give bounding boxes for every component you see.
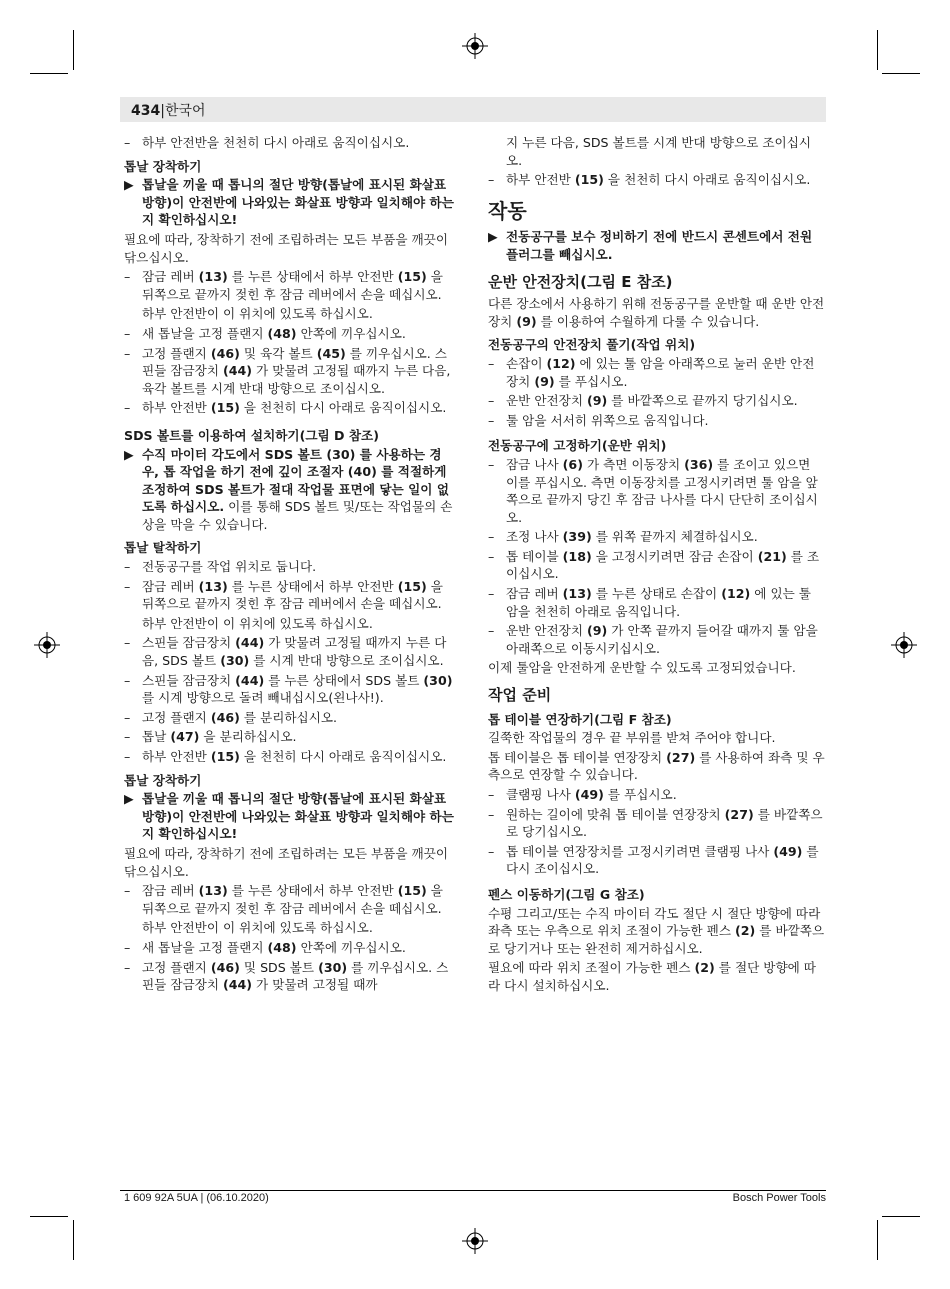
text: 를 바깥쪽으로 당기거나 또는 완전히 제거하십시오.: [488, 923, 825, 956]
part-number: (45): [316, 345, 346, 361]
text: 에 있는 툴 암을 아래쪽으로 눌러 운반 안전장치: [506, 355, 815, 389]
part-number: (48): [267, 939, 297, 955]
text: 조정 나사: [506, 529, 563, 545]
warning-text: 전동공구를 보수 정비하기 전에 반드시 콘센트에서 전원 플러그를 빼십시오.: [506, 229, 813, 262]
list-item: [124, 709, 454, 727]
dash-marker: –: [124, 939, 131, 955]
part-number: (49): [773, 843, 803, 859]
text: 스핀들 잠금장치: [142, 672, 236, 688]
list-item: [124, 268, 454, 303]
text: 가 맞물려 고정될 때까지 누른 다음, SDS 볼트: [142, 635, 447, 669]
registration-mark-icon: [462, 33, 488, 59]
text: 를 누른 상태에서 하부 안전반: [227, 883, 398, 899]
subsection-heading: 톱 테이블 연장하기(그림 F 참조): [488, 711, 672, 727]
part-number: (30): [220, 653, 250, 669]
arrow-icon: ▶: [124, 177, 134, 193]
text: 를 누른 상태에서 하부 안전반: [227, 269, 398, 285]
part-number: (46): [210, 345, 240, 361]
text: 및 SDS 볼트: [239, 959, 319, 975]
text: 를 위쪽 끝까지 체결하십시오.: [591, 529, 758, 545]
list-item: [124, 882, 454, 917]
part-number: (44): [223, 363, 253, 379]
text: 톱날: [142, 729, 171, 745]
warning-note: 이를 통해 SDS 볼트 및/또는 작업물의 손상을 막을 수 있습니다.: [142, 499, 453, 532]
part-number: (30): [326, 446, 356, 462]
text: 를 조이십시오.: [506, 548, 820, 582]
dash-marker: –: [124, 578, 131, 594]
part-number: (9): [587, 393, 608, 409]
crop-mark: [877, 1220, 878, 1260]
part-number: (30): [423, 672, 453, 688]
list-item: [488, 412, 826, 430]
text: 잠금 레버: [142, 269, 199, 285]
text: 잠금 레버: [506, 586, 563, 602]
text: 를 이용하여 수월하게 다룰 수 있습니다.: [536, 313, 760, 329]
list-item: [124, 578, 454, 613]
paragraph: [488, 749, 826, 784]
list-item: [124, 325, 454, 343]
dash-marker: –: [124, 135, 131, 150]
text: 새 톱날을 고정 플랜지: [142, 325, 268, 341]
part-number: (44): [235, 672, 265, 688]
part-number: (15): [397, 883, 427, 899]
page-number: 434: [131, 103, 161, 119]
section-heading: 톱날 탈착하기: [124, 540, 202, 556]
section-heading: 작업 준비: [488, 686, 552, 705]
part-number: (13): [198, 883, 228, 899]
warning-item: [488, 228, 826, 263]
part-number: (9): [516, 313, 537, 329]
text: 하부 안전반: [506, 172, 575, 188]
warning-text: 톱날을 끼울 때 톱니의 절단 방향(톱날에 표시된 화살표 방향)이 안전반에 나와있는 화살표 방향과 일치해야 하는지 확인하십시오!: [142, 791, 454, 842]
warning-item: [124, 176, 454, 229]
subsection-heading: 전동공구의 안전장치 풀기(작업 위치): [488, 337, 696, 353]
crop-mark: [882, 1216, 920, 1217]
list-continuation: 하부 안전반이 이 위치에 있도록 하십시오.: [142, 615, 373, 631]
list-continuation: 하부 안전반이 이 위치에 있도록 하십시오.: [142, 920, 373, 936]
list-item: [124, 748, 454, 766]
text: 을 분리하십시오.: [199, 729, 297, 745]
dash-marker: –: [488, 456, 495, 472]
text: 에 있는 툴 암을 천천히 아래로 움직입니다.: [506, 586, 811, 619]
list-item: [488, 843, 826, 878]
dash-marker: –: [488, 355, 495, 371]
text: 를 시계 방향으로 돌려 빼내십시오(왼나사!).: [142, 690, 384, 706]
list-item: [488, 392, 826, 410]
right-column: [488, 134, 826, 997]
part-number: (30): [318, 959, 348, 975]
text: 수평 그리고/또는 수직 마이터 각도 절단 시 절단 방향에 따라 좌측 또는 우측으로 위치 조절이 가능한 펜스: [488, 905, 821, 939]
text: 톱 테이블 연장장치를 고정시키려면 클램핑 나사: [506, 843, 774, 859]
part-number: (18): [562, 548, 592, 564]
section-heading: 운반 안전장치(그림 E 참조): [488, 272, 673, 291]
text: 잠금 나사: [506, 456, 563, 472]
crop-mark: [30, 1216, 68, 1217]
dash-marker: –: [124, 269, 131, 285]
part-number: (40): [347, 464, 377, 480]
warning-item: [124, 790, 454, 843]
dash-marker: –: [488, 623, 495, 639]
part-number: (27): [724, 806, 754, 822]
list-text: 하부 안전반을 천천히 다시 아래로 움직이십시오.: [142, 135, 410, 150]
text: 를 푸십시오.: [603, 787, 677, 802]
text: 가 안쪽 끝까지 들어갈 때까지 툴 암을 아래쪽으로 이동시키십시오.: [506, 623, 818, 656]
text: 가 맞물려 고정될 때까: [252, 977, 378, 993]
list-text: 툴 암을 서서히 위쪽으로 움직입니다.: [506, 412, 709, 428]
list-item: [124, 959, 454, 994]
paragraph: 필요에 따라, 장착하기 전에 조립하려는 모든 부품을 깨끗이 닦으십시오.: [124, 231, 448, 265]
paragraph: 필요에 따라, 장착하기 전에 조립하려는 모든 부품을 깨끗이 닦으십시오.: [124, 845, 448, 879]
footer-doc-id: 1 609 92A 5UA | (06.10.2020): [124, 1192, 269, 1204]
warning-text: 톱날을 끼울 때 톱니의 절단 방향(톱날에 표시된 화살표 방향)이 안전반에 나와있는 화살표 방향과 일치해야 하는지 확인하십시오!: [142, 177, 454, 228]
text: 을 뒤쪽으로 끝까지 젖힌 후 잠금 레버에서 손을 떼십시오.: [142, 578, 443, 612]
list-continuation: 하부 안전반이 이 위치에 있도록 하십시오.: [142, 306, 373, 322]
paragraph: 길쭉한 작업물의 경우 끝 부위를 받쳐 주어야 합니다.: [488, 730, 776, 746]
text: 하부 안전반: [142, 749, 211, 764]
text: 를 누른 상태에서 하부 안전반: [227, 578, 398, 594]
dash-marker: –: [124, 400, 131, 416]
text: 안쪽에 끼우십시오.: [296, 939, 406, 955]
part-number: (48): [267, 325, 297, 341]
list-item: [488, 622, 826, 657]
text: 을 천천히 다시 아래로 움직이십시오.: [239, 749, 447, 764]
text: 를 누른 상태로 손잡이: [591, 586, 722, 602]
text: 안쪽에 끼우십시오.: [296, 325, 406, 341]
text: 원하는 길이에 맞춰 톱 테이블 연장장치: [506, 806, 725, 822]
header-language: 한국어: [164, 103, 206, 119]
warning-item: [124, 446, 454, 534]
dash-marker: –: [124, 749, 131, 764]
part-number: (12): [546, 355, 576, 371]
list-item: [124, 728, 454, 746]
dash-marker: –: [124, 672, 131, 688]
text: 을 뒤쪽으로 끝까지 젖힌 후 잠금 레버에서 손을 떼십시오.: [142, 269, 443, 302]
section-heading: 톱날 장착하기: [124, 772, 202, 788]
warning-text: 수직 마이터 각도에서 SDS 볼트: [142, 446, 327, 462]
text: 새 톱날을 고정 플랜지: [142, 939, 268, 955]
part-number: (15): [397, 578, 427, 594]
part-number: (46): [210, 959, 240, 975]
dash-marker: –: [124, 325, 131, 341]
list-text: 전동공구를 작업 위치로 둡니다.: [142, 559, 317, 575]
text: 을 뒤쪽으로 끝까지 젖힌 후 잠금 레버에서 손을 떼십시오.: [142, 883, 443, 916]
list-item: [124, 399, 454, 417]
part-number: (39): [562, 529, 592, 545]
part-number: (15): [397, 269, 427, 285]
text: 를 조이고 있으면 이를 푸십시오. 측면 이동장치를 고정시키려면 툴 암을 앞쪽으로 끝까지 당긴 후 잠금 나사를 다시 단단히 조이십시오.: [506, 456, 818, 525]
list-item: [488, 806, 826, 841]
part-number: (13): [198, 578, 228, 594]
text: 톱 테이블: [506, 548, 563, 564]
warning-text: 를 사용하는 경우, 톱 작업을 하기 전에 깊이 조절자: [142, 446, 442, 480]
text: 를 절단 방향에 따라 다시 설치하십시오.: [488, 960, 816, 993]
text: 가 맞물려 고정될 때까지 누른 다음, 육각 볼트를 시계 반대 방향으로 조이십시오.: [142, 363, 451, 396]
part-number: (21): [757, 548, 787, 564]
list-item: [124, 345, 454, 398]
warning-text: 를 적절하게 조정하여 SDS 볼트가 절대 작업물 표면에 닿는 일이 없도록 하십시오.: [142, 464, 449, 515]
list-item: [488, 355, 826, 390]
dash-marker: –: [124, 345, 131, 361]
crop-mark: [882, 73, 920, 74]
part-number: (47): [170, 729, 200, 745]
text: 를 사용하여 좌측 및 우측으로 연장할 수 있습니다.: [488, 749, 825, 783]
dash-marker: –: [488, 787, 495, 802]
dash-marker: –: [488, 529, 495, 545]
text: 클램핑 나사: [506, 787, 575, 802]
footer-brand: Bosch Power Tools: [732, 1192, 826, 1204]
text: 톱 테이블은 톱 테이블 연장장치: [488, 749, 667, 765]
paragraph: [488, 959, 826, 994]
text: 을 천천히 다시 아래로 움직이십시오.: [239, 400, 447, 416]
part-number: (46): [210, 709, 240, 725]
crop-mark: [73, 1220, 74, 1260]
text: 를 다시 조이십시오.: [506, 843, 819, 877]
arrow-icon: ▶: [124, 446, 134, 462]
list-item: [488, 548, 826, 583]
list-item: [124, 672, 454, 707]
part-number: (36): [684, 456, 714, 472]
dash-marker: –: [488, 806, 495, 822]
registration-mark-icon: [462, 1228, 488, 1254]
dash-marker: –: [124, 635, 131, 651]
part-number: (44): [235, 635, 265, 651]
text: 및 육각 볼트: [239, 345, 317, 361]
text: 를 시계 반대 방향으로 조이십시오.: [249, 653, 444, 669]
text: 를 푸십시오.: [554, 373, 628, 389]
dash-marker: –: [124, 883, 131, 899]
dash-marker: –: [488, 393, 495, 409]
text: 를 바깥쪽으로 끝까지 당기십시오.: [607, 393, 798, 409]
dash-marker: –: [488, 172, 495, 188]
text: 고정 플랜지: [142, 959, 211, 975]
crop-mark: [73, 30, 74, 70]
section-heading: 톱날 장착하기: [124, 158, 202, 174]
text: 잠금 레버: [142, 883, 199, 899]
text: 하부 안전반: [142, 400, 211, 416]
dash-marker: –: [124, 559, 131, 575]
text: 를 바깥쪽으로 당기십시오.: [506, 806, 823, 840]
list-item: [488, 528, 826, 546]
text: 운반 안전장치: [506, 623, 587, 639]
part-number: (12): [721, 586, 751, 602]
text: 를 끼우십시오. 스핀들 잠금장치: [142, 345, 447, 379]
text: 잠금 레버: [142, 578, 199, 594]
dash-marker: –: [488, 843, 495, 859]
text: 다른 장소에서 사용하기 위해 전동공구를 운반할 때 운반 안전장치: [488, 296, 825, 329]
list-item: [488, 171, 826, 189]
text: 운반 안전장치: [506, 393, 587, 409]
list-item: [488, 585, 826, 620]
part-number: (49): [574, 787, 604, 802]
subsection-heading: 전동공구에 고정하기(운반 위치): [488, 438, 667, 454]
header-separator: |: [160, 103, 165, 119]
text: 를 누른 상태에서 SDS 볼트: [264, 672, 424, 688]
part-number: (15): [210, 400, 240, 416]
chapter-heading: 작동: [488, 198, 527, 223]
text: 을 천천히 다시 아래로 움직이십시오.: [603, 172, 811, 188]
paragraph: 이제 툴암을 안전하게 운반할 수 있도록 고정되었습니다.: [488, 660, 796, 676]
list-item: [124, 558, 454, 576]
arrow-icon: ▶: [124, 791, 134, 807]
list-item: [488, 456, 826, 526]
section-heading: SDS 볼트를 이용하여 설치하기(그림 D 참조): [124, 427, 379, 443]
list-item: [124, 134, 454, 152]
text: 손잡이: [506, 355, 547, 371]
footer-rule: [120, 1190, 826, 1191]
left-column: [124, 134, 454, 996]
text: 를 끼우십시오. 스핀들 잠금장치: [142, 959, 449, 993]
paragraph: [488, 295, 826, 330]
text: 필요에 따라 위치 조절이 가능한 펜스: [488, 960, 695, 976]
part-number: (15): [210, 749, 240, 764]
list-item: [124, 939, 454, 957]
text: 를 분리하십시오.: [239, 709, 338, 725]
registration-mark-icon: [34, 632, 60, 658]
text: 스핀들 잠금장치: [142, 635, 236, 651]
dash-marker: –: [124, 729, 131, 745]
part-number: (9): [534, 373, 555, 389]
part-number: (13): [562, 586, 592, 602]
paragraph: [488, 905, 826, 958]
text: 고정 플랜지: [142, 709, 211, 725]
part-number: (44): [223, 977, 253, 993]
part-number: (27): [666, 749, 696, 765]
header-bar: [120, 97, 826, 122]
dash-marker: –: [488, 586, 495, 602]
part-number: (9): [587, 623, 608, 639]
dash-marker: –: [124, 709, 131, 725]
list-continuation: 지 누른 다음, SDS 볼트를 시계 반대 방향으로 조이십시오.: [506, 135, 812, 168]
part-number: (13): [198, 269, 228, 285]
part-number: (2): [694, 960, 715, 976]
text: 가 측면 이동장치: [582, 456, 685, 472]
registration-mark-icon: [891, 632, 917, 658]
part-number: (6): [562, 456, 583, 472]
dash-marker: –: [124, 959, 131, 975]
text: 을 고정시키려면 잠금 손잡이: [591, 548, 758, 564]
list-item: [124, 634, 454, 669]
part-number: (15): [574, 172, 604, 188]
dash-marker: –: [488, 412, 495, 428]
page-header: [131, 100, 206, 120]
list-item: [488, 786, 826, 804]
subsection-heading: 펜스 이동하기(그림 G 참조): [488, 886, 645, 902]
dash-marker: –: [488, 548, 495, 564]
text: 고정 플랜지: [142, 345, 211, 361]
arrow-icon: ▶: [488, 229, 498, 245]
part-number: (2): [735, 923, 756, 939]
crop-mark: [30, 73, 68, 74]
crop-mark: [877, 30, 878, 70]
